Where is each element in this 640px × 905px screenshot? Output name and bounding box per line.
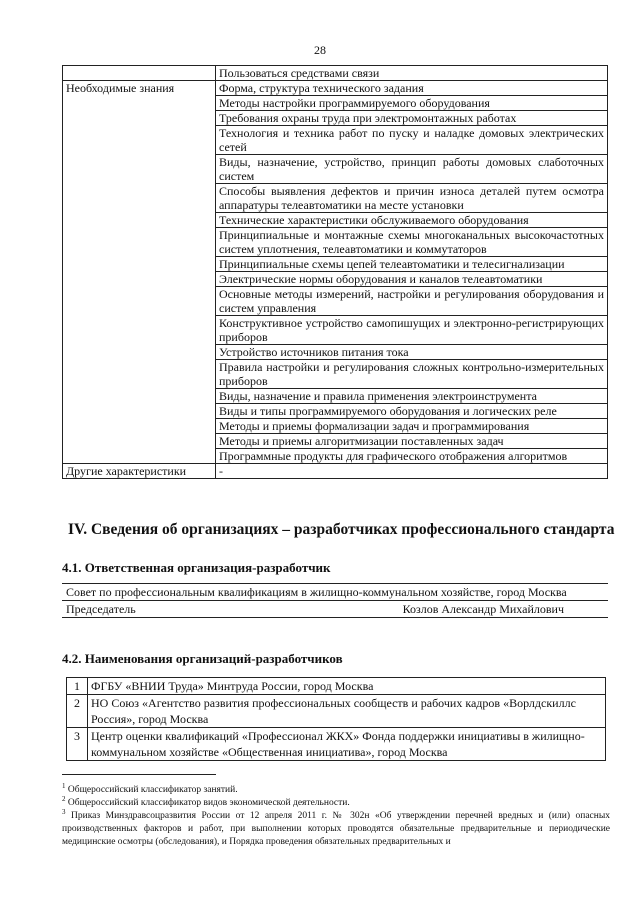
knowledge-item: Требования охраны труда при электромонтажных работах <box>216 111 608 126</box>
section-4-heading: IV. Сведения об организациях – разработчиках профессионального стандарта <box>68 521 615 538</box>
org-name: НО Союз «Агентство развития профессиональных сообществ и рабочих кадров «Ворлдскиллс Россия», город Москва <box>88 695 606 728</box>
knowledge-item: Способы выявления дефектов и причин износа деталей путем осмотра аппаратуры телеавтоматики на месте установки <box>216 184 608 213</box>
org-name: Центр оценки квалификаций «Профессионал ЖКХ» Фонда поддержки инициативы в жилищно-коммунальном хозяйстве «Общественная инициатива», город Москва <box>88 728 606 761</box>
skill-item: Пользоваться средствами связи <box>216 66 608 81</box>
knowledge-item: Принципиальные схемы цепей телеавтоматики и телесигнализации <box>216 257 608 272</box>
knowledge-label: Необходимые знания <box>63 81 216 464</box>
footnote-separator <box>62 774 216 775</box>
knowledge-item: Виды, назначение, устройство, принцип работы домовых слаботочных систем <box>216 155 608 184</box>
knowledge-item: Методы и приемы алгоритмизации поставленных задач <box>216 434 608 449</box>
table-row <box>67 695 606 728</box>
org-number: 3 <box>67 728 88 761</box>
knowledge-item: Методы и приемы формализации задач и программирования <box>216 419 608 434</box>
org-number: 1 <box>67 678 88 695</box>
table-row <box>63 66 608 81</box>
empty-label-cell <box>63 66 216 81</box>
knowledge-item: Виды, назначение и правила применения электроинструмента <box>216 389 608 404</box>
knowledge-item: Технология и техника работ по пуску и наладке домовых электрических сетей <box>216 126 608 155</box>
knowledge-item: Конструктивное устройство самопишущих и электронно-регистрирующих приборов <box>216 316 608 345</box>
knowledge-item: Форма, структура технического задания <box>216 81 608 96</box>
knowledge-item: Технические характеристики обслуживаемого оборудования <box>216 213 608 228</box>
other-value: - <box>216 464 608 479</box>
knowledge-item: Устройство источников питания тока <box>216 345 608 360</box>
developer-orgs-table <box>66 677 606 761</box>
footnote-2: $^2$ Общероссийский классификатор видов экономической деятельности. <box>62 795 350 809</box>
responsible-org-name: Совет по профессиональным квалификациям в жилищно-коммунальном хозяйстве, город Москва <box>62 584 608 601</box>
other-label: Другие характеристики <box>63 464 216 479</box>
knowledge-item: Основные методы измерений, настройки и регулирования оборудования и систем управления <box>216 287 608 316</box>
table-row <box>67 728 606 761</box>
section-4-2-heading: 4.2. Наименования организаций-разработчиков <box>62 651 343 666</box>
responsible-org-table <box>62 583 608 618</box>
chairman-name: Козлов Александр Михайлович <box>210 601 608 618</box>
org-number: 2 <box>67 695 88 728</box>
knowledge-item: Принципиальные и монтажные схемы многоканальных высокочастотных систем уплотнения, телеавтоматики и коммутаторов <box>216 228 608 257</box>
table-row <box>63 81 608 96</box>
knowledge-item: Электрические нормы оборудования и каналов телеавтоматики <box>216 272 608 287</box>
knowledge-item: Виды и типы программируемого оборудования и логических реле <box>216 404 608 419</box>
footnote-1: $^1$ Общероссийский классификатор занятий. <box>62 782 238 796</box>
org-name: ФГБУ «ВНИИ Труда» Минтруда России, город Москва <box>88 678 606 695</box>
knowledge-table <box>62 65 608 479</box>
footnote-3: $^3$ Приказ Минздравсоцразвития России от 12 апреля 2011 г. № 302н «Об утверждении перечней вредных и (или) опасных производственных факторов и работ, при выполнении которых проводятся обязательные предварительные и периодические медицинские осмотры (обследования), и Порядка проведения обязательных предварительных и <box>62 808 610 848</box>
section-4-1-heading: 4.1. Ответственная организация-разработчик <box>62 560 331 575</box>
knowledge-item: Методы настройки программируемого оборудования <box>216 96 608 111</box>
page-number: 28 <box>314 43 326 57</box>
table-row <box>67 678 606 695</box>
table-row <box>63 464 608 479</box>
knowledge-item: Правила настройки и регулирования сложных контрольно-измерительных приборов <box>216 360 608 389</box>
knowledge-item: Программные продукты для графического отображения алгоритмов <box>216 449 608 464</box>
chairman-post: Председатель <box>62 601 210 618</box>
